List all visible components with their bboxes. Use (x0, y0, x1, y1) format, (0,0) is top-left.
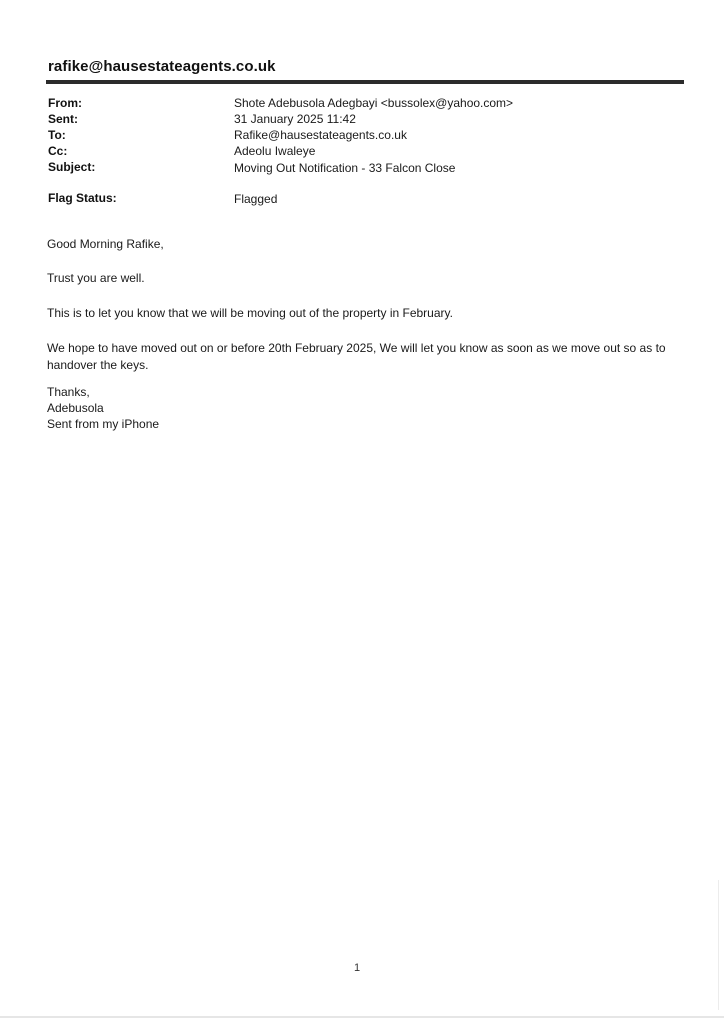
mailbox-header: rafike@hausestateagents.co.uk (48, 58, 276, 75)
page-number: 1 (353, 962, 361, 974)
sent-value: 31 January 2025 11:42 (234, 112, 356, 126)
body-paragraph-3: We hope to have moved out on or before 20th February 2025, We will let you know as soon as we move out so as to handover the keys. (47, 341, 666, 372)
subject-value: Moving Out Notification - 33 Falcon Close (234, 161, 456, 175)
sent-label: Sent: (48, 112, 78, 126)
device-signature: Sent from my iPhone (47, 417, 160, 431)
cc-label: Cc: (48, 144, 68, 158)
body-paragraph-1: Trust you are well. (47, 271, 145, 285)
sender-name: Adebusola (47, 401, 104, 415)
flag-status-value: Flagged (234, 192, 278, 206)
scan-edge-right (718, 880, 719, 1010)
greeting: Good Morning Rafike, (47, 237, 164, 251)
signoff: Thanks, (47, 385, 90, 399)
body-paragraph-2: This is to let you know that we will be moving out of the property in February. (47, 306, 453, 320)
from-value: Shote Adebusola Adegbayi <bussolex@yahoo.com> (234, 96, 514, 110)
to-value: Rafike@hausestateagents.co.uk (234, 128, 407, 142)
scan-edge-bottom (0, 1016, 724, 1018)
from-label: From: (48, 96, 82, 110)
subject-label: Subject: (48, 160, 96, 174)
header-divider (46, 80, 684, 84)
flag-status-label: Flag Status: (48, 191, 117, 205)
to-label: To: (48, 128, 66, 142)
cc-value: Adeolu Iwaleye (234, 144, 316, 158)
